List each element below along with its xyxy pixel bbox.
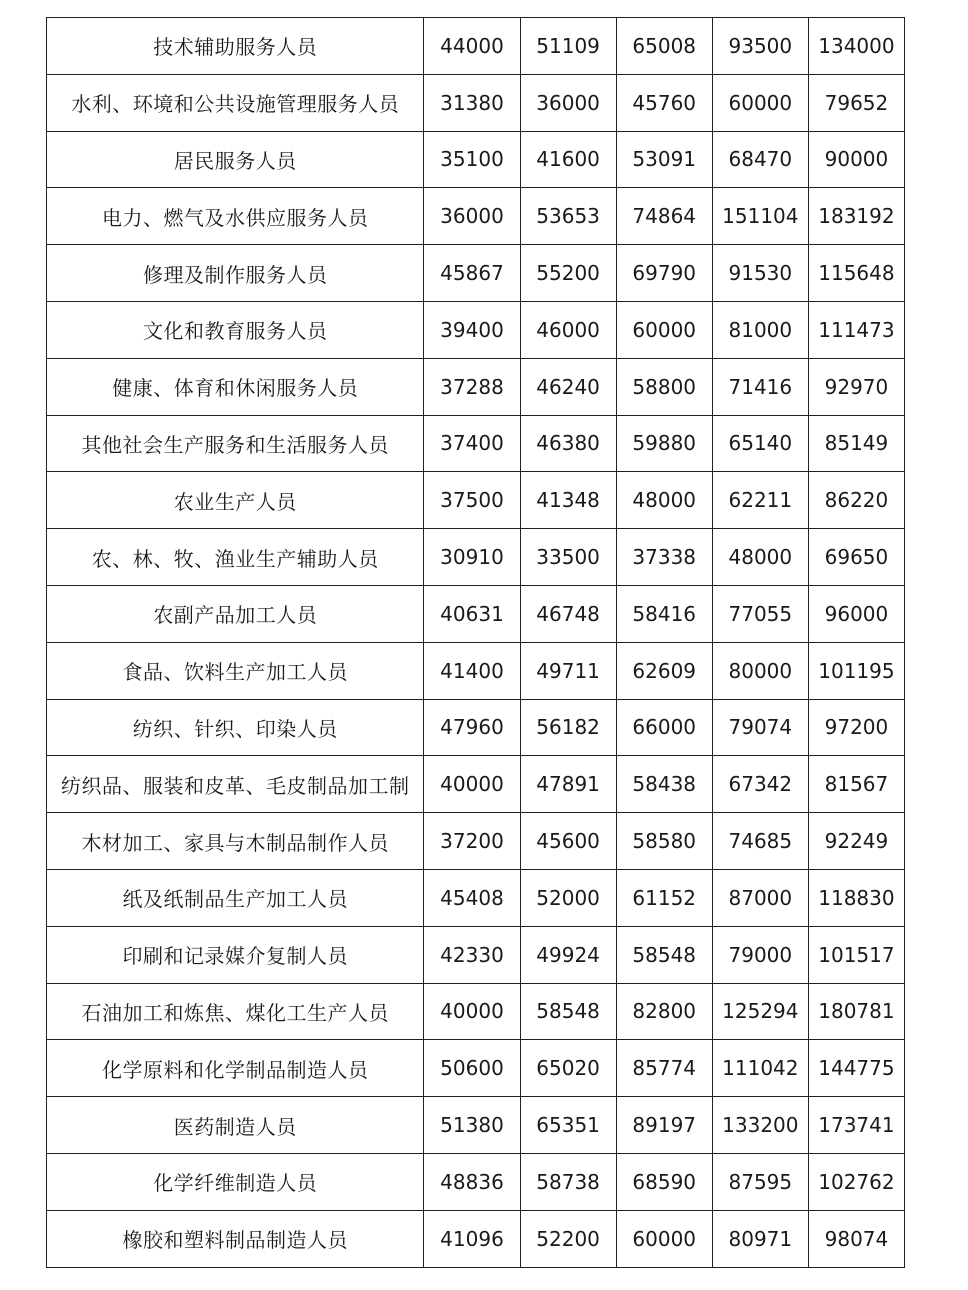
salary-value-cell: 79074 bbox=[712, 699, 808, 756]
salary-value-cell: 115648 bbox=[808, 245, 904, 302]
salary-value-cell: 87595 bbox=[712, 1153, 808, 1210]
salary-value-cell: 52200 bbox=[520, 1210, 616, 1267]
table-row bbox=[47, 813, 905, 870]
table-row bbox=[47, 756, 905, 813]
table-row bbox=[47, 1153, 905, 1210]
salary-value-cell: 48000 bbox=[712, 529, 808, 586]
salary-value-cell: 41348 bbox=[520, 472, 616, 529]
salary-value-cell: 46240 bbox=[520, 358, 616, 415]
table-row bbox=[47, 699, 905, 756]
salary-value-cell: 58438 bbox=[616, 756, 712, 813]
salary-value-cell: 59880 bbox=[616, 415, 712, 472]
salary-value-cell: 41400 bbox=[424, 642, 520, 699]
salary-value-cell: 77055 bbox=[712, 585, 808, 642]
occupation-name-cell: 木材加工、家具与木制品制作人员 bbox=[47, 813, 424, 870]
salary-value-cell: 41600 bbox=[520, 131, 616, 188]
occupation-name-cell: 农、林、牧、渔业生产辅助人员 bbox=[47, 529, 424, 586]
salary-value-cell: 65020 bbox=[520, 1040, 616, 1097]
table-row bbox=[47, 1210, 905, 1267]
table-row bbox=[47, 1040, 905, 1097]
salary-value-cell: 111473 bbox=[808, 301, 904, 358]
salary-value-cell: 51380 bbox=[424, 1097, 520, 1154]
salary-value-cell: 62609 bbox=[616, 642, 712, 699]
salary-value-cell: 45867 bbox=[424, 245, 520, 302]
salary-value-cell: 31380 bbox=[424, 74, 520, 131]
occupation-name-cell: 医药制造人员 bbox=[47, 1097, 424, 1154]
salary-value-cell: 98074 bbox=[808, 1210, 904, 1267]
salary-value-cell: 101195 bbox=[808, 642, 904, 699]
salary-value-cell: 92249 bbox=[808, 813, 904, 870]
salary-value-cell: 39400 bbox=[424, 301, 520, 358]
salary-value-cell: 173741 bbox=[808, 1097, 904, 1154]
table-row bbox=[47, 529, 905, 586]
occupation-name-cell: 纸及纸制品生产加工人员 bbox=[47, 869, 424, 926]
salary-value-cell: 93500 bbox=[712, 18, 808, 75]
table-row bbox=[47, 18, 905, 75]
salary-value-cell: 180781 bbox=[808, 983, 904, 1040]
salary-value-cell: 33500 bbox=[520, 529, 616, 586]
salary-value-cell: 58580 bbox=[616, 813, 712, 870]
table-row bbox=[47, 585, 905, 642]
occupation-name-cell: 化学纤维制造人员 bbox=[47, 1153, 424, 1210]
table-row bbox=[47, 301, 905, 358]
salary-value-cell: 41096 bbox=[424, 1210, 520, 1267]
salary-value-cell: 52000 bbox=[520, 869, 616, 926]
salary-value-cell: 58548 bbox=[616, 926, 712, 983]
salary-value-cell: 102762 bbox=[808, 1153, 904, 1210]
salary-value-cell: 51109 bbox=[520, 18, 616, 75]
salary-value-cell: 46000 bbox=[520, 301, 616, 358]
salary-value-cell: 48000 bbox=[616, 472, 712, 529]
salary-value-cell: 79652 bbox=[808, 74, 904, 131]
salary-value-cell: 97200 bbox=[808, 699, 904, 756]
salary-value-cell: 60000 bbox=[712, 74, 808, 131]
table-row bbox=[47, 415, 905, 472]
salary-value-cell: 45408 bbox=[424, 869, 520, 926]
occupation-name-cell: 文化和教育服务人员 bbox=[47, 301, 424, 358]
salary-value-cell: 60000 bbox=[616, 1210, 712, 1267]
salary-value-cell: 47960 bbox=[424, 699, 520, 756]
salary-value-cell: 47891 bbox=[520, 756, 616, 813]
table-row bbox=[47, 869, 905, 926]
salary-value-cell: 87000 bbox=[712, 869, 808, 926]
salary-value-cell: 49711 bbox=[520, 642, 616, 699]
salary-value-cell: 40000 bbox=[424, 756, 520, 813]
salary-value-cell: 80971 bbox=[712, 1210, 808, 1267]
salary-value-cell: 53091 bbox=[616, 131, 712, 188]
salary-value-cell: 58416 bbox=[616, 585, 712, 642]
occupation-name-cell: 农副产品加工人员 bbox=[47, 585, 424, 642]
salary-value-cell: 45600 bbox=[520, 813, 616, 870]
salary-value-cell: 125294 bbox=[712, 983, 808, 1040]
salary-value-cell: 37400 bbox=[424, 415, 520, 472]
salary-value-cell: 37338 bbox=[616, 529, 712, 586]
salary-value-cell: 40000 bbox=[424, 983, 520, 1040]
table-row bbox=[47, 131, 905, 188]
salary-value-cell: 71416 bbox=[712, 358, 808, 415]
salary-value-cell: 37200 bbox=[424, 813, 520, 870]
salary-value-cell: 79000 bbox=[712, 926, 808, 983]
salary-value-cell: 65008 bbox=[616, 18, 712, 75]
occupation-name-cell: 技术辅助服务人员 bbox=[47, 18, 424, 75]
salary-value-cell: 82800 bbox=[616, 983, 712, 1040]
salary-value-cell: 66000 bbox=[616, 699, 712, 756]
salary-value-cell: 61152 bbox=[616, 869, 712, 926]
salary-value-cell: 40631 bbox=[424, 585, 520, 642]
table-row bbox=[47, 358, 905, 415]
salary-value-cell: 81000 bbox=[712, 301, 808, 358]
salary-value-cell: 144775 bbox=[808, 1040, 904, 1097]
salary-value-cell: 91530 bbox=[712, 245, 808, 302]
salary-value-cell: 53653 bbox=[520, 188, 616, 245]
salary-value-cell: 90000 bbox=[808, 131, 904, 188]
salary-value-cell: 134000 bbox=[808, 18, 904, 75]
salary-table bbox=[46, 17, 905, 1268]
salary-value-cell: 30910 bbox=[424, 529, 520, 586]
table-row bbox=[47, 926, 905, 983]
salary-value-cell: 69790 bbox=[616, 245, 712, 302]
salary-value-cell: 55200 bbox=[520, 245, 616, 302]
salary-value-cell: 80000 bbox=[712, 642, 808, 699]
salary-value-cell: 133200 bbox=[712, 1097, 808, 1154]
salary-value-cell: 44000 bbox=[424, 18, 520, 75]
salary-value-cell: 65140 bbox=[712, 415, 808, 472]
salary-value-cell: 68590 bbox=[616, 1153, 712, 1210]
table-row bbox=[47, 74, 905, 131]
salary-value-cell: 36000 bbox=[424, 188, 520, 245]
table-row bbox=[47, 188, 905, 245]
occupation-name-cell: 电力、燃气及水供应服务人员 bbox=[47, 188, 424, 245]
salary-value-cell: 118830 bbox=[808, 869, 904, 926]
salary-value-cell: 58738 bbox=[520, 1153, 616, 1210]
occupation-name-cell: 化学原料和化学制品制造人员 bbox=[47, 1040, 424, 1097]
salary-value-cell: 46748 bbox=[520, 585, 616, 642]
occupation-name-cell: 居民服务人员 bbox=[47, 131, 424, 188]
occupation-name-cell: 石油加工和炼焦、煤化工生产人员 bbox=[47, 983, 424, 1040]
occupation-name-cell: 其他社会生产服务和生活服务人员 bbox=[47, 415, 424, 472]
salary-value-cell: 37500 bbox=[424, 472, 520, 529]
salary-value-cell: 89197 bbox=[616, 1097, 712, 1154]
salary-value-cell: 68470 bbox=[712, 131, 808, 188]
occupation-name-cell: 健康、体育和休闲服务人员 bbox=[47, 358, 424, 415]
salary-value-cell: 42330 bbox=[424, 926, 520, 983]
occupation-name-cell: 食品、饮料生产加工人员 bbox=[47, 642, 424, 699]
occupation-name-cell: 水利、环境和公共设施管理服务人员 bbox=[47, 74, 424, 131]
table-row bbox=[47, 642, 905, 699]
salary-value-cell: 96000 bbox=[808, 585, 904, 642]
salary-value-cell: 92970 bbox=[808, 358, 904, 415]
table-row bbox=[47, 1097, 905, 1154]
table-row bbox=[47, 472, 905, 529]
salary-value-cell: 48836 bbox=[424, 1153, 520, 1210]
salary-value-cell: 58548 bbox=[520, 983, 616, 1040]
salary-value-cell: 35100 bbox=[424, 131, 520, 188]
salary-table-container bbox=[46, 17, 905, 1268]
salary-value-cell: 111042 bbox=[712, 1040, 808, 1097]
occupation-name-cell: 印刷和记录媒介复制人员 bbox=[47, 926, 424, 983]
salary-value-cell: 81567 bbox=[808, 756, 904, 813]
occupation-name-cell: 纺织、针织、印染人员 bbox=[47, 699, 424, 756]
salary-value-cell: 101517 bbox=[808, 926, 904, 983]
salary-value-cell: 65351 bbox=[520, 1097, 616, 1154]
salary-value-cell: 86220 bbox=[808, 472, 904, 529]
table-body bbox=[47, 18, 905, 1268]
salary-value-cell: 58800 bbox=[616, 358, 712, 415]
occupation-name-cell: 橡胶和塑料制品制造人员 bbox=[47, 1210, 424, 1267]
salary-value-cell: 74685 bbox=[712, 813, 808, 870]
salary-value-cell: 183192 bbox=[808, 188, 904, 245]
salary-value-cell: 62211 bbox=[712, 472, 808, 529]
occupation-name-cell: 修理及制作服务人员 bbox=[47, 245, 424, 302]
salary-value-cell: 49924 bbox=[520, 926, 616, 983]
salary-value-cell: 85149 bbox=[808, 415, 904, 472]
salary-value-cell: 85774 bbox=[616, 1040, 712, 1097]
salary-value-cell: 67342 bbox=[712, 756, 808, 813]
salary-value-cell: 46380 bbox=[520, 415, 616, 472]
salary-value-cell: 37288 bbox=[424, 358, 520, 415]
salary-value-cell: 45760 bbox=[616, 74, 712, 131]
occupation-name-cell: 纺织品、服装和皮革、毛皮制品加工制 bbox=[47, 756, 424, 813]
table-row bbox=[47, 245, 905, 302]
salary-value-cell: 56182 bbox=[520, 699, 616, 756]
salary-value-cell: 50600 bbox=[424, 1040, 520, 1097]
table-row bbox=[47, 983, 905, 1040]
salary-value-cell: 60000 bbox=[616, 301, 712, 358]
salary-value-cell: 36000 bbox=[520, 74, 616, 131]
salary-value-cell: 69650 bbox=[808, 529, 904, 586]
salary-value-cell: 151104 bbox=[712, 188, 808, 245]
occupation-name-cell: 农业生产人员 bbox=[47, 472, 424, 529]
salary-value-cell: 74864 bbox=[616, 188, 712, 245]
